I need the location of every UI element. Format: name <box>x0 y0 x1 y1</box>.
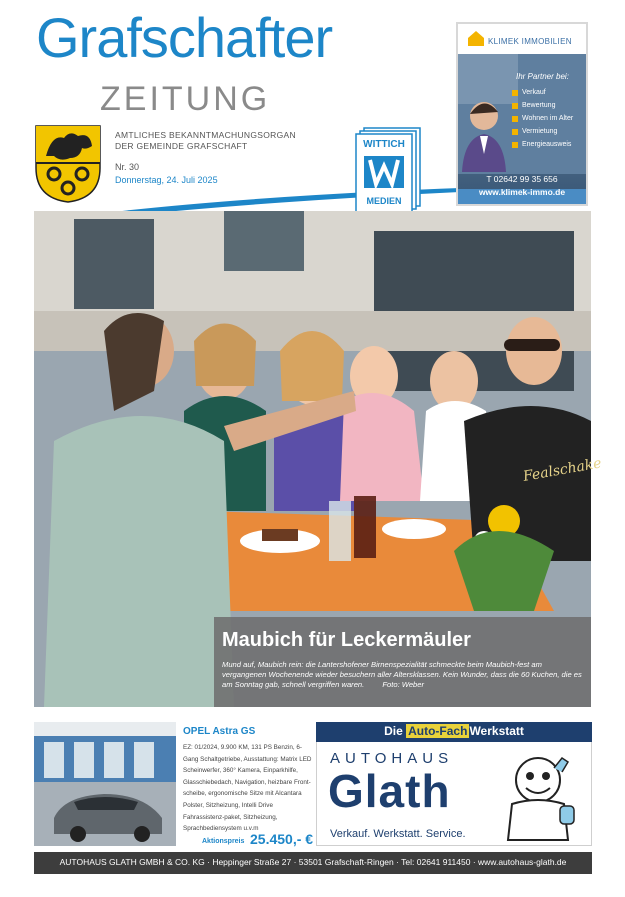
car-ad-price-label: Aktionspreis <box>202 838 245 845</box>
issue-number: Nr. 30 <box>115 162 140 172</box>
partner-label: Ihr Partner bei: <box>516 72 569 81</box>
service-list <box>512 86 573 151</box>
service-item: Energieausweis <box>512 138 573 151</box>
glath-autohaus-label: AUTOHAUS <box>330 750 454 767</box>
glath-brand-name: Glath <box>328 765 451 817</box>
service-item: Bewertung <box>512 99 573 112</box>
service-item: Vermietung <box>512 125 573 138</box>
agency-name: KLIMEK IMMOBILIEN <box>488 37 572 46</box>
car-ad-details: EZ: 01/2024, 9.900 KM, 131 PS Benzin, 6-Gang Schaltgetriebe, Ausstattung: Matrix LED Scheinwerfer, 360° Kamera, Einparkhilfe, Glasschiebedach, Navigation, heizbare Front-scheibe, ergonomische Sitze mit Alcantara Polster, Sitzheizung, Intelli Drive Fahrassistenz-paket, Sitzheizung, Sprachbediensystem u.v.m <box>183 744 312 833</box>
story-caption: Mund auf, Maubich rein: die Lantershofener Birnenspezialität schmeckte beim Maubich-fest am vergangenen Wochenende wieder besuchern aller Altersklassen. Kein Wunder, dass die 60 Kuchen, die es am Sonntag gab, schnell vergriffen waren. Foto: Weber <box>222 660 582 689</box>
shirt-text: Fealschake <box>521 455 603 485</box>
house-icon <box>466 28 486 48</box>
bullet-icon <box>512 129 518 135</box>
agency-website-link[interactable]: www.klimek-immo.de <box>478 187 566 197</box>
glath-slogan: Verkauf. Werkstatt. Service. <box>330 828 466 840</box>
agency-phone[interactable]: T 02642 99 35 656 <box>486 174 558 184</box>
story-headline: Maubich für Leckermäuler <box>222 629 471 651</box>
glath-banner-text: Die Auto-Fach Werkstatt <box>384 724 524 738</box>
car-ad-title: OPEL Astra GS <box>183 726 256 737</box>
newspaper-subtitle: ZEITUNG <box>100 80 271 118</box>
bullet-icon <box>512 103 518 109</box>
thumbs-up-mascot-icon <box>498 748 582 842</box>
newspaper-title: Grafschafter <box>36 6 333 69</box>
service-item: Wohnen im Alter <box>512 112 573 125</box>
issue-date: Donnerstag, 24. Juli 2025 <box>115 175 218 185</box>
bullet-icon <box>512 90 518 96</box>
footer-address: AUTOHAUS GLATH GMBH & CO. KG · Heppinger Straße 27 · 53501 Grafschaft-Ringen · Tel: 02641 911450 · www.autohaus-glath.de <box>59 857 567 867</box>
service-item: Verkauf <box>512 86 573 99</box>
klimek-immobilien-ad[interactable] <box>456 22 588 206</box>
bullet-icon <box>512 116 518 122</box>
wittich-medien-logo: WITTICH MEDIEN <box>356 128 420 212</box>
photo-credit: Foto: Weber <box>382 680 425 689</box>
official-organ-label: AMTLICHES BEKANNTMACHUNGSORGAN DER GEMEINDE GRAFSCHAFT <box>115 130 296 151</box>
car-dealership-photo <box>34 722 176 846</box>
car-ad-price: 25.450,- € <box>250 831 314 847</box>
bullet-icon <box>512 142 518 148</box>
